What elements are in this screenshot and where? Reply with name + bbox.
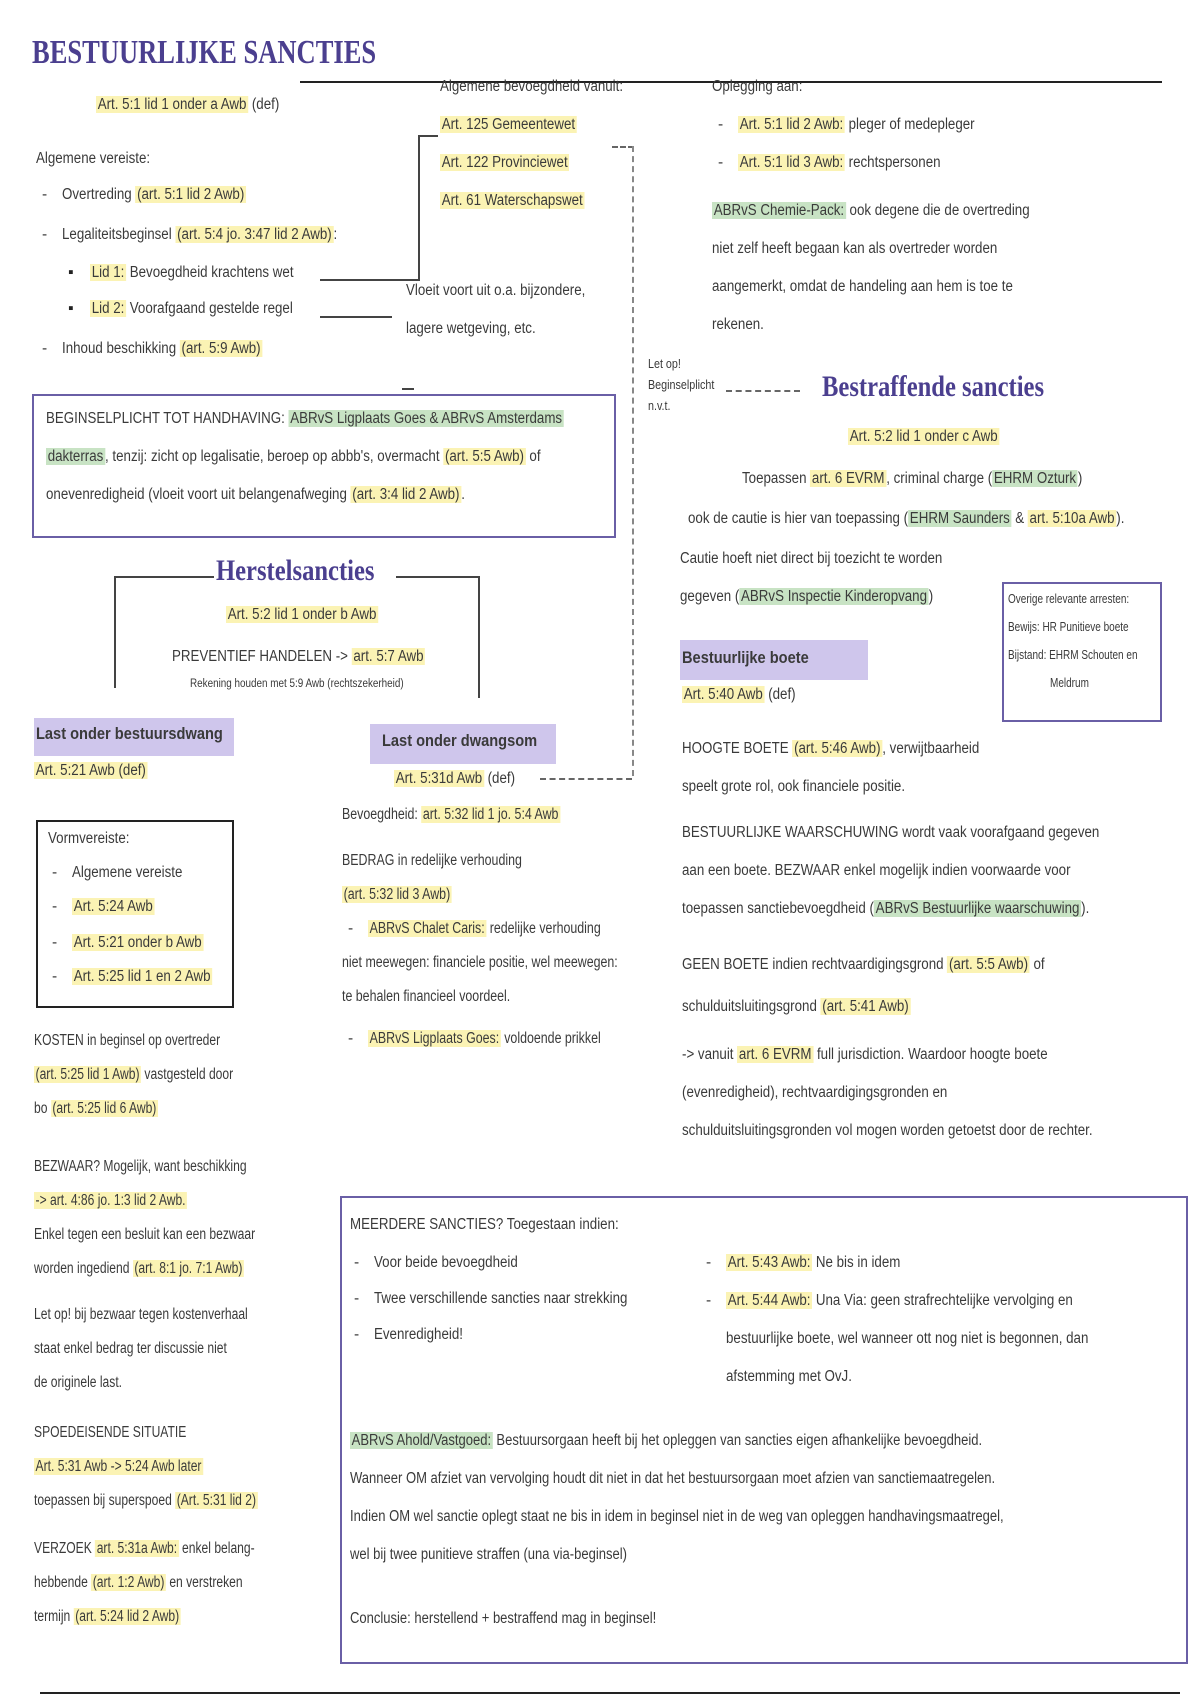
straf-ref: Art. 5:2 lid 1 onder c Awb bbox=[849, 428, 998, 445]
vorm-item: - Algemene vereiste bbox=[72, 864, 200, 882]
herstel-title: Herstelsancties bbox=[216, 554, 375, 587]
straf-title: Bestraffende sancties bbox=[822, 370, 1045, 403]
straf-cautie2: gegeven ( ABRvS Inspectie Kinderopvang ) bbox=[680, 588, 934, 605]
verzoek: VERZOEK art. 5:31a Awb: enkel belang- bbox=[34, 1540, 255, 1557]
boete-ref: Art. 5:40 Awb (def) bbox=[683, 686, 796, 703]
connector-line bbox=[418, 135, 420, 281]
meerdere-left-item: - Evenredigheid! bbox=[374, 1326, 477, 1344]
spoed: SPOEDEISENDE SITUATIE bbox=[34, 1424, 187, 1441]
lod-chalet: - ABRvS Chalet Caris: redelijke verhouding bbox=[368, 920, 659, 938]
beginselplicht-line: onevenredigheid (vloeit voort uit belangenafweging (art. 3:4 lid 2 Awb) . bbox=[46, 486, 465, 503]
ahold-line: Wanneer OM afziet van vervolging houdt dit niet in dat het bestuursorgaan moet afzien van sanctiemaatregelen. bbox=[350, 1470, 996, 1487]
lod-chalet-line: niet meewegen: financiele positie, wel meewegen: bbox=[342, 954, 618, 971]
overige-line: Overige relevante arresten: bbox=[1008, 592, 1130, 606]
oplegging-item: - Art. 5:1 lid 2 Awb: pleger of medepleger bbox=[738, 116, 1013, 134]
letop-kosten: Let op! bij bezwaar tegen kostenverhaal bbox=[34, 1306, 248, 1323]
herstel-ref: Art. 5:2 lid 1 onder b Awb bbox=[227, 606, 377, 623]
lid1-item: ▪ Lid 1: Bevoegdheid krachtens wet bbox=[90, 264, 327, 282]
connector-line bbox=[402, 388, 414, 390]
meerdere-heading: MEERDERE SANCTIES? Toegestaan indien: bbox=[350, 1216, 619, 1233]
bezwaar: -> art. 4:86 jo. 1:3 lid 2 Awb. bbox=[35, 1192, 186, 1209]
overige-line: Meldrum bbox=[1050, 676, 1089, 690]
beginselplicht-line: BEGINSELPLICHT TOT HANDHAVING: ABRvS Ligplaats Goes & ABRvS Amsterdams bbox=[46, 410, 563, 427]
herstel-bracket bbox=[114, 576, 214, 578]
lod-ref: Art. 5:31d Awb (def) bbox=[395, 770, 516, 787]
ahold-line: Indien OM wel sanctie oplegt staat ne bis in idem in beginsel niet in de weg van opleggen handhavingsmaatregel, bbox=[350, 1508, 1004, 1525]
chemie-pack-line: aangemerkt, omdat de handeling aan hem is toe te bbox=[712, 278, 1013, 295]
lod-goes: - ABRvS Ligplaats Goes: voldoende prikkel bbox=[368, 1030, 659, 1048]
bevoegdheid-heading: Algemene bevoegdheid vanuit: bbox=[440, 78, 624, 95]
kosten: bo (art. 5:25 lid 6 Awb) bbox=[34, 1100, 157, 1117]
ahold-line: wel bij twee punitieve straffen (una via-beginsel) bbox=[350, 1546, 627, 1563]
algemeen-item: - Inhoud beschikking (art. 5:9 Awb) bbox=[62, 340, 295, 358]
meerdere-left-item: - Voor beide bevoegdheid bbox=[374, 1254, 541, 1272]
kosten: KOSTEN in beginsel op overtreder bbox=[34, 1032, 221, 1049]
spoed: Art. 5:31 Awb -> 5:24 Awb later bbox=[35, 1458, 202, 1475]
lod-bevoegdheid: Bevoegdheid: art. 5:32 lid 1 jo. 5:4 Awb bbox=[342, 806, 559, 823]
page-title: BESTUURLIJKE SANCTIES bbox=[32, 34, 377, 71]
boete-full: -> vanuit art. 6 EVRM full jurisdiction. Waardoor hoogte boete bbox=[682, 1046, 1048, 1063]
vorm-item: - Art. 5:25 lid 1 en 2 Awb bbox=[72, 968, 235, 986]
beginselplicht-line: dakterras , tenzij: zicht op legalisatie, beroep op abbb's, overmacht (art. 5:5 Awb) of bbox=[47, 448, 541, 465]
boete-title: Bestuurlijke boete bbox=[682, 648, 809, 667]
kosten: (art. 5:25 lid 1 Awb) vastgesteld door bbox=[35, 1066, 234, 1083]
dashed-connector bbox=[612, 146, 634, 148]
verzoek: hebbende (art. 1:2 Awb) en verstreken bbox=[34, 1574, 243, 1591]
lod-chalet-line: te behalen financieel voordeel. bbox=[342, 988, 511, 1005]
overige-line: Bijstand: EHRM Schouten en bbox=[1008, 648, 1138, 662]
oplegging-item: - Art. 5:1 lid 3 Awb: rechtspersonen bbox=[738, 154, 974, 172]
boete-geen: schulduitsluitingsgrond (art. 5:41 Awb) bbox=[682, 998, 909, 1015]
boete-geen: GEEN BOETE indien rechtvaardigingsgrond (art. 5:5 Awb) of bbox=[682, 956, 1045, 973]
dashed-connector bbox=[726, 390, 800, 392]
lob-title: Last onder bestuursdwang bbox=[36, 724, 223, 743]
spoed: toepassen bij superspoed (Art. 5:31 lid 2) bbox=[34, 1492, 257, 1509]
meerdere-right-item: - Art. 5:44 Awb: Una Via: geen strafrechtelijke vervolging en bbox=[726, 1292, 1129, 1310]
rekening-note: Rekening houden met 5:9 Awb (rechtszekerheid) bbox=[190, 678, 404, 690]
meerdere-right-item: - Art. 5:43 Awb: Ne bis in idem bbox=[726, 1254, 929, 1272]
boete-full: schulduitsluitingsgronden vol mogen worden getoetst door de rechter. bbox=[682, 1122, 1093, 1139]
lod-bedrag: (art. 5:32 lid 3 Awb) bbox=[343, 886, 451, 903]
overige-line: Bewijs: HR Punitieve boete bbox=[1008, 620, 1129, 634]
dashed-separator bbox=[632, 146, 634, 776]
meerdere-right-line: afstemming met OvJ. bbox=[726, 1368, 852, 1385]
letop-kosten: de originele last. bbox=[34, 1374, 123, 1391]
straf-toepassen: Toepassen art. 6 EVRM , criminal charge ( EHRM Ozturk ) bbox=[742, 470, 1083, 487]
dashed-connector bbox=[540, 778, 632, 780]
oplegging-heading: Oplegging aan: bbox=[712, 78, 803, 95]
bezwaar: Enkel tegen een besluit kan een bezwaar bbox=[34, 1226, 256, 1243]
vorm-item: - Art. 5:21 onder b Awb bbox=[72, 934, 225, 952]
bottom-rule bbox=[40, 1692, 1180, 1694]
connector-line bbox=[320, 279, 420, 281]
lob-ref: Art. 5:21 Awb (def) bbox=[35, 762, 146, 779]
verzoek: termijn (art. 5:24 lid 2 Awb) bbox=[34, 1608, 180, 1625]
vloeit-text: lagere wetgeving, etc. bbox=[406, 320, 536, 337]
algemeen-item: - Overtreding (art. 5:1 lid 2 Awb) bbox=[62, 186, 276, 204]
boete-hoogte: HOOGTE BOETE (art. 5:46 Awb) , verwijtbaarheid bbox=[682, 740, 980, 757]
preventief: PREVENTIEF HANDELEN -> art. 5:7 Awb bbox=[172, 648, 424, 665]
meerdere-left-item: - Twee verschillende sancties naar strekking bbox=[374, 1290, 669, 1308]
bezwaar: worden ingediend (art. 8:1 jo. 7:1 Awb) bbox=[34, 1260, 243, 1277]
vloeit-text: Vloeit voort uit o.a. bijzondere, bbox=[406, 282, 586, 299]
boete-hoogte: speelt grote rol, ook financiele positie. bbox=[682, 778, 906, 795]
boete-waarschuwing: BESTUURLIJKE WAARSCHUWING wordt vaak voorafgaand gegeven bbox=[682, 824, 1100, 841]
lod-bedrag: BEDRAG in redelijke verhouding bbox=[342, 852, 522, 869]
bevoegdheid-item: Art. 125 Gemeentewet bbox=[441, 116, 576, 133]
boete-waarschuwing: aan een boete. BEZWAAR enkel mogelijk indien voorwaarde voor bbox=[682, 862, 1071, 879]
bevoegdheid-item: Art. 61 Waterschapswet bbox=[441, 192, 583, 209]
letop-kosten: staat enkel bedrag ter discussie niet bbox=[34, 1340, 227, 1357]
chemie-pack-line: niet zelf heeft begaan kan als overtreder worden bbox=[712, 240, 998, 257]
chemie-pack: ABRvS Chemie-Pack: ook degene die de overtreding bbox=[713, 202, 1030, 219]
bevoegdheid-item: Art. 122 Provinciewet bbox=[441, 154, 568, 171]
chemie-pack-line: rekenen. bbox=[712, 316, 764, 333]
boete-full: (evenredigheid), rechtvaardigingsgronden en bbox=[682, 1084, 948, 1101]
ahold-line: ABRvS Ahold/Vastgoed: Bestuursorgaan heeft bij het opleggen van sancties eigen afhankelijke bevoegdheid. bbox=[351, 1432, 983, 1449]
connector-line bbox=[320, 316, 392, 318]
algemeen-heading: Algemene vereiste: bbox=[36, 150, 151, 167]
vorm-heading: Vormvereiste: bbox=[48, 830, 130, 847]
straf-cautie: ook de cautie is hier van toepassing ( EHRM Saunders & art. 5:10a Awb ). bbox=[688, 510, 1125, 527]
bezwaar: BEZWAAR? Mogelijk, want beschikking bbox=[34, 1158, 247, 1175]
vorm-item: - Art. 5:24 Awb bbox=[72, 898, 168, 916]
conclusie: Conclusie: herstellend + bestraffend mag in beginsel! bbox=[350, 1610, 657, 1627]
connector-line bbox=[418, 135, 438, 137]
herstel-bracket bbox=[478, 576, 480, 698]
herstel-bracket bbox=[114, 576, 116, 688]
lid2-item: ▪ Lid 2: Voorafgaand gestelde regel bbox=[90, 300, 326, 318]
boete-waarschuwing: toepassen sanctiebevoegdheid ( ABRvS Bestuurlijke waarschuwing ). bbox=[682, 900, 1090, 917]
lod-title: Last onder dwangsom bbox=[382, 731, 538, 750]
meerdere-right-line: bestuurlijke boete, wel wanneer ott nog niet is begonnen, dan bbox=[726, 1330, 1089, 1347]
definition: Art. 5:1 lid 1 onder a Awb (def) bbox=[97, 96, 280, 113]
letop-note: Let op! Beginselplicht n.v.t. bbox=[648, 357, 715, 413]
algemeen-item: - Legaliteitsbeginsel (art. 5:4 jo. 3:47 lid 2 Awb) : bbox=[62, 226, 382, 244]
straf-cautie2: Cautie hoeft niet direct bij toezicht te worden bbox=[680, 550, 943, 567]
